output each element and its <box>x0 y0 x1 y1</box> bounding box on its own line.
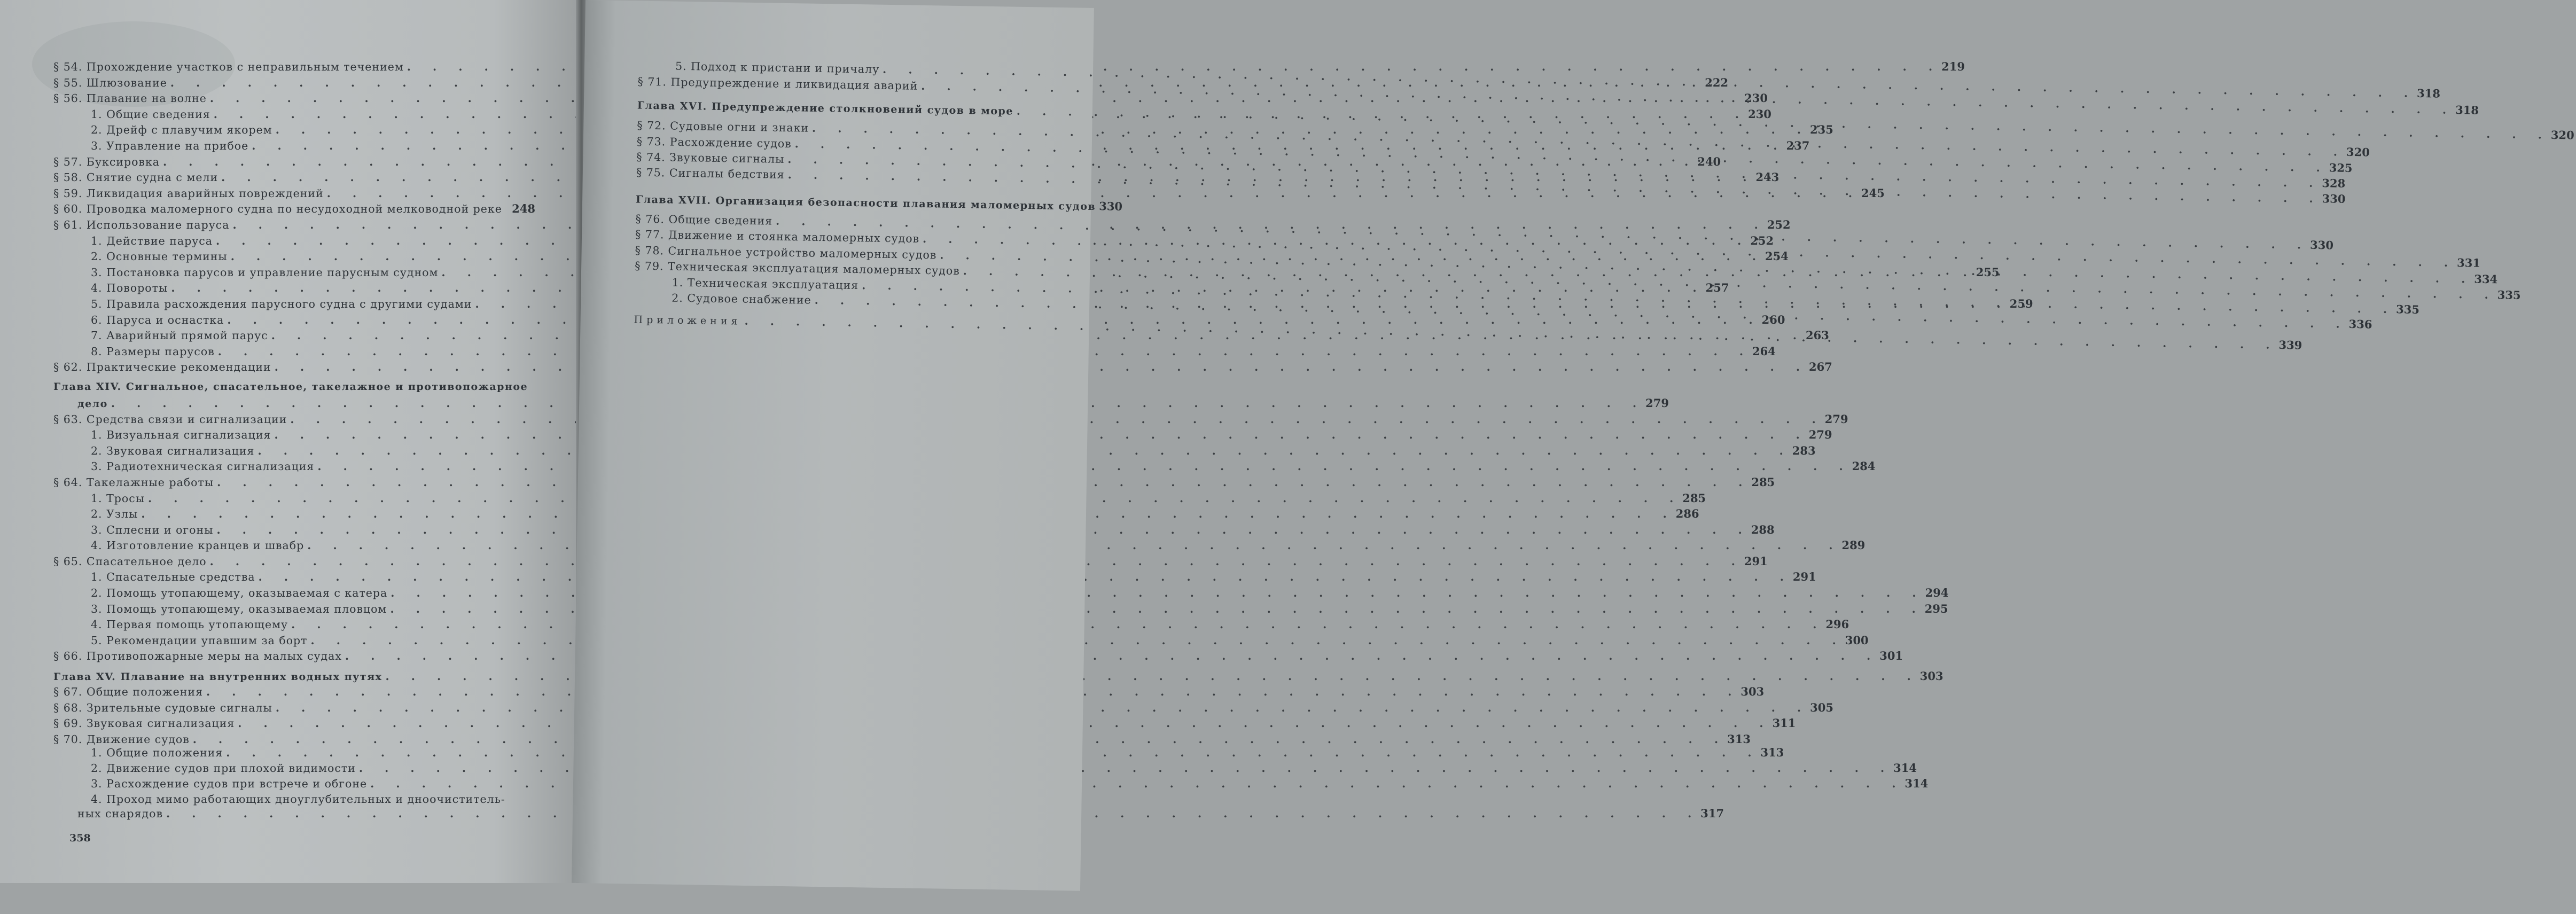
toc-entry-title: § 66. Противопожарные меры на малых судах <box>53 650 345 662</box>
toc-entry-title: § 74. Звуковые сигналы <box>636 151 787 166</box>
toc-page-number: 237 <box>1786 139 1810 152</box>
toc-entry <box>53 507 535 522</box>
toc-page-number: 320 <box>2346 145 2370 159</box>
toc-entry-title: 5. Подход к пристани и причалу <box>675 60 883 76</box>
toc-entry <box>53 459 535 474</box>
toc-entry <box>53 793 535 808</box>
toc-entry-title: § 67. Общие положения <box>53 685 206 698</box>
toc-page-number: 303 <box>1920 669 1943 683</box>
toc-entry <box>53 76 535 91</box>
toc-page-number: 279 <box>1825 412 1848 426</box>
toc-page-number: 257 <box>1706 281 1729 294</box>
toc-entry-title: 1. Техническая эксплуатация <box>672 276 862 292</box>
toc-page-number: 328 <box>2322 176 2345 190</box>
toc-page-number: 259 <box>2010 297 2033 310</box>
toc-entry <box>53 297 535 312</box>
toc-page-number: 291 <box>1744 554 1768 568</box>
toc-entry-title: § 76. Общие сведения <box>635 213 776 228</box>
toc-entry <box>53 716 535 731</box>
toc-page-number: 313 <box>1727 732 1751 746</box>
toc-entry-title: § 54. Прохождение участков с неправильным течением <box>53 60 407 73</box>
toc-entry-title: § 77. Движение и стоянка маломерных судов <box>635 228 923 245</box>
toc-entry <box>53 313 535 328</box>
toc-entry <box>53 412 535 427</box>
toc-page-number: 314 <box>1904 777 1928 790</box>
toc-page-number: 230 <box>1748 107 1771 121</box>
toc-entry-title: 4. Изготовление кранцев и швабр <box>91 539 307 552</box>
toc-page-number: 320 <box>2551 128 2574 142</box>
toc-entry <box>53 586 535 601</box>
toc-entry-title: § 70. Движение судов <box>53 733 193 746</box>
toc-entry-title: 6. Паруса и оснастка <box>91 314 227 326</box>
toc-entry <box>53 523 535 538</box>
toc-page-number: 286 <box>1676 507 1699 520</box>
toc-page-number: 330 <box>2322 192 2345 206</box>
toc-page-number: 222 <box>1705 76 1728 89</box>
toc-entry-title: ных снарядов <box>77 807 166 820</box>
toc-entry <box>53 807 535 822</box>
toc-entry-title: 4. Проход мимо работающих дноуглубительных и дноочиститель- <box>91 793 509 806</box>
toc-entry-title: 1. Действие паруса <box>91 235 216 247</box>
toc-page-number: 279 <box>1645 396 1669 410</box>
toc-entry <box>53 554 535 569</box>
toc-page-number: 279 <box>1809 428 1832 441</box>
toc-entry-title: 2. Дрейф с плавучим якорем <box>91 123 276 136</box>
toc-chapter-heading <box>53 396 535 411</box>
toc-entry-title: 1. Тросы <box>91 492 148 505</box>
toc-page-number: 303 <box>1740 685 1764 698</box>
toc-entry <box>53 491 535 506</box>
toc-entry-title: § 73. Расхождение судов <box>637 135 795 151</box>
toc-entry-title: 1. Визуальная сигнализация <box>91 428 274 441</box>
toc-entry-title: 5. Рекомендации упавшим за борт <box>91 634 311 647</box>
toc-entry <box>53 618 535 632</box>
toc-entry-title: § 60. Проводка маломерного судна по несудоходной мелководной реке <box>53 202 505 215</box>
toc-entry-title: 5. Правила расхождения парусного судна с другими судами <box>91 298 475 310</box>
toc-entry <box>53 186 535 201</box>
toc-entry <box>53 155 535 170</box>
toc-entry-title: § 69. Звуковая сигнализация <box>53 717 238 730</box>
toc-page-number: 313 <box>1761 746 1784 759</box>
toc-chapter-heading <box>53 669 535 684</box>
toc-entry-title: Глава XV. Плавание на внутренних водных путях <box>53 671 385 683</box>
toc-page-number: 296 <box>1825 618 1849 631</box>
toc-entry <box>53 570 535 585</box>
toc-page-number: 255 <box>1976 265 2000 279</box>
toc-chapter-heading <box>637 98 1122 121</box>
toc-page-number: 283 <box>1792 444 1816 457</box>
toc-entry <box>53 475 535 490</box>
toc-page-number: 295 <box>1925 602 1948 615</box>
left-page <box>0 0 581 883</box>
toc-page-number: 305 <box>1810 701 1833 714</box>
toc-entry-title: 2. Основные термины <box>91 250 231 263</box>
toc-entry-title: 2. Судовое снабжение <box>672 292 815 307</box>
toc-entry-title: 1. Спасательные средства <box>91 571 259 583</box>
toc-entry <box>53 761 535 776</box>
toc-page-number: 254 <box>1765 249 1789 263</box>
toc-entry <box>53 732 535 747</box>
toc-page-number: 291 <box>1793 570 1816 583</box>
toc-entry-title: 1. Общие сведения <box>91 108 214 121</box>
toc-entry-title: § 79. Техническая эксплуатация маломерных судов <box>635 260 963 278</box>
toc-entry <box>53 746 535 761</box>
toc-entry-title: § 55. Шлюзование <box>53 76 170 89</box>
toc-page-number: 285 <box>1751 475 1775 489</box>
toc-entry-title: 3. Сплесни и огоны <box>91 524 217 536</box>
toc-page-number: 288 <box>1751 523 1775 536</box>
toc-entry <box>53 123 535 138</box>
toc-entry <box>53 170 535 185</box>
right-page <box>572 0 1094 891</box>
toc-page-number: 243 <box>1755 170 1779 184</box>
toc-chapter-heading <box>636 192 1121 215</box>
toc-entry-title: § 75. Сигналы бедствия <box>636 166 788 181</box>
right-table-of-contents <box>638 59 1123 66</box>
toc-page-number: 235 <box>1810 123 1833 136</box>
toc-entry <box>53 281 535 296</box>
toc-entry <box>53 60 535 75</box>
toc-entry-title: дело <box>77 398 111 410</box>
toc-entry <box>53 649 535 664</box>
toc-entry-title: Глава XVI. Предупреждение столкновений судов в море <box>637 100 1017 118</box>
toc-page-number: 252 <box>1767 218 1791 231</box>
toc-page-number: 336 <box>2348 317 2372 331</box>
toc-entry-title: § 58. Снятие судна с мели <box>53 171 221 184</box>
toc-entry-title: § 56. Плавание на волне <box>53 92 210 105</box>
toc-page-number: 230 <box>1744 91 1768 105</box>
page-number: 358 <box>69 832 91 844</box>
toc-entry-title: Глава XIV. Сигнальное, спасательное, такелажное и противопожарное <box>53 381 531 393</box>
toc-entry-title: § 64. Такелажные работы <box>53 476 217 489</box>
toc-entry-title: 3. Помощь утопающему, оказываемая пловцом <box>91 603 390 615</box>
toc-entry-title: 8. Размеры парусов <box>91 345 218 358</box>
toc-page-number: 314 <box>1893 761 1917 775</box>
toc-page-number: 264 <box>1752 345 1776 358</box>
toc-entry <box>53 91 535 106</box>
toc-entry-title: § 59. Ликвидация аварийных повреждений <box>53 187 327 200</box>
toc-entry-title: 2. Движение судов при плохой видимости <box>91 762 359 775</box>
toc-entry-title: § 57. Буксировка <box>53 155 163 168</box>
toc-entry-title: 2. Узлы <box>91 507 141 520</box>
toc-entry <box>53 234 535 249</box>
toc-entry <box>53 329 535 343</box>
toc-page-number: 335 <box>2396 302 2419 316</box>
toc-page-number: 330 <box>1099 199 1122 213</box>
toc-page-number: 219 <box>1941 60 1965 73</box>
toc-page-number: 325 <box>2329 161 2353 175</box>
toc-entry <box>53 345 535 360</box>
toc-page-number: 294 <box>1925 586 1949 599</box>
toc-page-number: 335 <box>2497 288 2521 302</box>
toc-entry-title: § 71. Предупреждение и ликвидация аварий <box>637 75 921 92</box>
toc-page-number: 330 <box>2310 238 2333 252</box>
toc-entry-title: § 62. Практические рекомендации <box>53 361 275 373</box>
toc-entry <box>53 139 535 154</box>
toc-entry <box>634 312 1119 334</box>
toc-entry <box>53 444 535 459</box>
toc-entry <box>53 602 535 617</box>
toc-page-number: 301 <box>1879 649 1903 662</box>
toc-entry-title: § 68. Зрительные судовые сигналы <box>53 701 276 714</box>
toc-page-number: 318 <box>2455 103 2479 117</box>
toc-entry-title: 2. Звуковая сигнализация <box>91 444 257 457</box>
toc-entry-title: § 65. Спасательное дело <box>53 555 210 568</box>
toc-page-number: 248 <box>505 202 535 215</box>
toc-entry-title: 3. Радиотехническая сигнализация <box>91 460 317 473</box>
toc-page-number: 240 <box>1697 155 1721 168</box>
toc-page-number: 318 <box>2417 87 2440 100</box>
toc-chapter-heading <box>53 381 535 396</box>
toc-entry <box>53 265 535 280</box>
toc-page-number: 252 <box>1750 234 1774 247</box>
toc-entry <box>53 685 535 700</box>
toc-page-number: 263 <box>1806 329 1829 342</box>
toc-page-number: 260 <box>1762 313 1785 326</box>
toc-page-number: 317 <box>1700 807 1724 820</box>
toc-page-number: 334 <box>2474 272 2497 286</box>
toc-entry-title: § 61. Использование паруса <box>53 218 232 231</box>
toc-page-number: 311 <box>1773 716 1796 730</box>
toc-entry-title: 3. Постановка парусов и управление парусным судном <box>91 266 441 279</box>
toc-entry-title: 2. Помощь утопающему, оказываемая с катера <box>91 587 391 599</box>
toc-entry <box>53 249 535 264</box>
toc-entry-title: 1. Общие положения <box>91 746 226 759</box>
toc-entry-title: 3. Расхождение судов при встрече и обгоне <box>91 777 370 790</box>
toc-entry <box>53 538 535 553</box>
toc-entry <box>53 701 535 716</box>
toc-entry-title: Глава XVII. Организация безопасности плавания маломерных судов <box>636 194 1099 213</box>
toc-entry <box>53 428 535 443</box>
toc-entry-title: § 72. Судовые огни и знаки <box>637 119 812 135</box>
toc-page-number: 245 <box>1861 186 1885 200</box>
toc-entry <box>53 107 535 122</box>
toc-entry-title: 7. Аварийный прямой парус <box>91 329 271 342</box>
toc-page-number: 285 <box>1682 491 1706 505</box>
toc-entry <box>53 777 535 792</box>
toc-entry-title: 4. Повороты <box>91 282 171 294</box>
toc-page-number: 300 <box>1845 634 1869 647</box>
toc-page-number: 339 <box>2278 338 2302 352</box>
toc-page-number: 267 <box>1809 360 1832 373</box>
toc-entry <box>53 634 535 649</box>
toc-entry-title: § 78. Сигнальное устройство маломерных судов <box>635 244 940 262</box>
toc-entry-title: 4. Первая помощь утопающему <box>91 618 291 631</box>
toc-entry-title: 3. Управление на прибое <box>91 139 252 152</box>
toc-entry <box>53 202 535 217</box>
toc-entry-title: Приложения <box>634 314 744 327</box>
toc-entry-title: § 63. Средства связи и сигнализации <box>53 413 290 426</box>
toc-entry <box>53 218 535 233</box>
toc-page-number: 331 <box>2457 256 2480 270</box>
toc-entry <box>53 360 535 375</box>
toc-page-number: 289 <box>1842 538 1865 552</box>
toc-page-number: 284 <box>1852 459 1876 473</box>
